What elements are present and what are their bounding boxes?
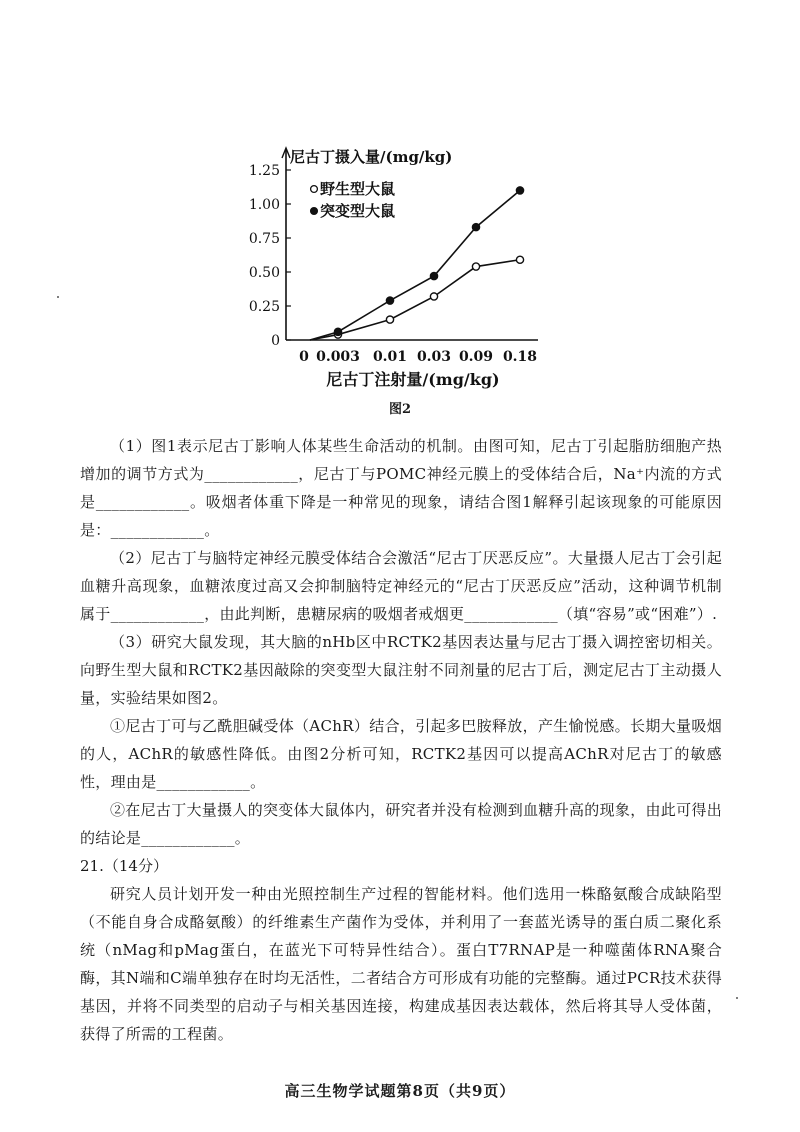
- x-tick-label: 0.18: [502, 349, 538, 365]
- part-3-paragraph: （3）研究大鼠发现，其大脑的nHb区中RCTK2基因表达量与尼古丁摄入调控密切相关。向野生型大鼠和RCTK2基因敲除的突变型大鼠注射不同剂量的尼古丁后，测定尼古丁主动摄人量，实验结果如图2。: [80, 633, 722, 707]
- x-tick-label: 0.03: [416, 349, 452, 365]
- data-point-1: [516, 256, 523, 263]
- y-tick-label: 1.00: [248, 197, 280, 213]
- scan-speck: [57, 296, 59, 298]
- data-point-1: [430, 293, 437, 300]
- figure-caption: 图2: [388, 402, 412, 417]
- data-point-1: [472, 263, 479, 270]
- part-2-paragraph: （2）尼古丁与脑特定神经元膜受体结合会激活“尼古丁厌恶反应”。大量摄人尼古丁会引起血糖升高现象，血糖浓度过高又会抑制脑特定神经元的“尼古丁厌恶反应”活动，这种调节机制属于____________，由此判断，患糖尿病的吸烟者戒烟更____________（填“容易”或“困难”）.: [80, 549, 722, 623]
- y-tick-label: 0.25: [248, 299, 280, 315]
- y-tick-label: 0: [271, 333, 280, 349]
- y-tick-label: 0.75: [248, 231, 280, 247]
- figure-2-chart: [228, 138, 568, 398]
- series-line-1: [310, 260, 520, 340]
- page-footer: 高三生物学试题第8页（共9页）: [284, 1082, 516, 1100]
- question-21-paragraph: 研究人员计划开发一种由光照控制生产过程的智能材料。他们选用一株酪氨酸合成缺陷型（不能自身合成酪氨酸）的纤维素生产菌作为受体，并利用了一套蓝光诱导的蛋白质二聚化系统（nMag和pMag蛋白，在蓝光下可特异性结合）。蛋白T7RNAP是一种噬菌体RNA聚合酶，其N端和C端单独存在时均无活性，二者结合方可形成有功能的完整酶。通过PCR技术获得基因，并将不同类型的启动子与相关基因连接，构建成基因表达载体，然后将其导人受体菌，获得了所需的工程菌。: [80, 885, 722, 1043]
- part-1-paragraph: （1）图1表示尼古丁影响人体某些生命活动的机制。由图可知，尼古丁引起脂肪细胞产热增加的调节方式为____________，尼古丁与POMC神经元膜上的受体结合后，Na⁺内流的方式是____________。吸烟者体重下降是一种常见的现象，请结合图1解释引起该现象的可能原因是：____________。: [80, 437, 722, 539]
- data-point-2: [386, 297, 393, 304]
- data-point-1: [386, 316, 393, 323]
- line-chart: [228, 138, 568, 398]
- y-tick-label: 0.50: [248, 265, 280, 281]
- x-tick-label: 0.09: [458, 349, 494, 365]
- question-21-heading: 21.（14分）: [80, 857, 168, 875]
- y-axis-label: 尼古丁摄入量/(mg/kg): [290, 148, 453, 166]
- legend-label-1: 野生型大鼠: [320, 180, 396, 198]
- data-point-2: [516, 187, 523, 194]
- legend-marker-2: [311, 208, 318, 215]
- x-tick-label: 0.003: [316, 349, 360, 365]
- part-3-sub-2-paragraph: ②在尼古丁大量摄人的突变体大鼠体内，研究者并没有检测到血糖升高的现象，由此可得出的结论是____________。: [80, 801, 723, 847]
- data-point-2: [334, 328, 341, 335]
- x-tick-label: 0.01: [372, 349, 408, 365]
- scan-speck: [736, 997, 738, 999]
- data-point-2: [472, 224, 479, 231]
- legend-label-2: 突变型大鼠: [320, 202, 396, 220]
- x-axis-label: 尼古丁注射量/(mg/kg): [326, 370, 500, 389]
- part-3-sub-1-paragraph: ①尼古丁可与乙酰胆碱受体（AChR）结合，引起多巴胺释放，产生愉悦感。长期大量吸烟的人，AChR的敏感性降低。由图2分析可知，RCTK2基因可以提高AChR对尼古丁的敏感性，理由是____________。: [80, 717, 722, 791]
- legend-marker-1: [311, 186, 318, 193]
- y-tick-label: 1.25: [248, 163, 280, 179]
- x-tick-label: 0: [299, 349, 309, 365]
- question-20-parts: [80, 432, 722, 1048]
- data-point-2: [430, 272, 437, 279]
